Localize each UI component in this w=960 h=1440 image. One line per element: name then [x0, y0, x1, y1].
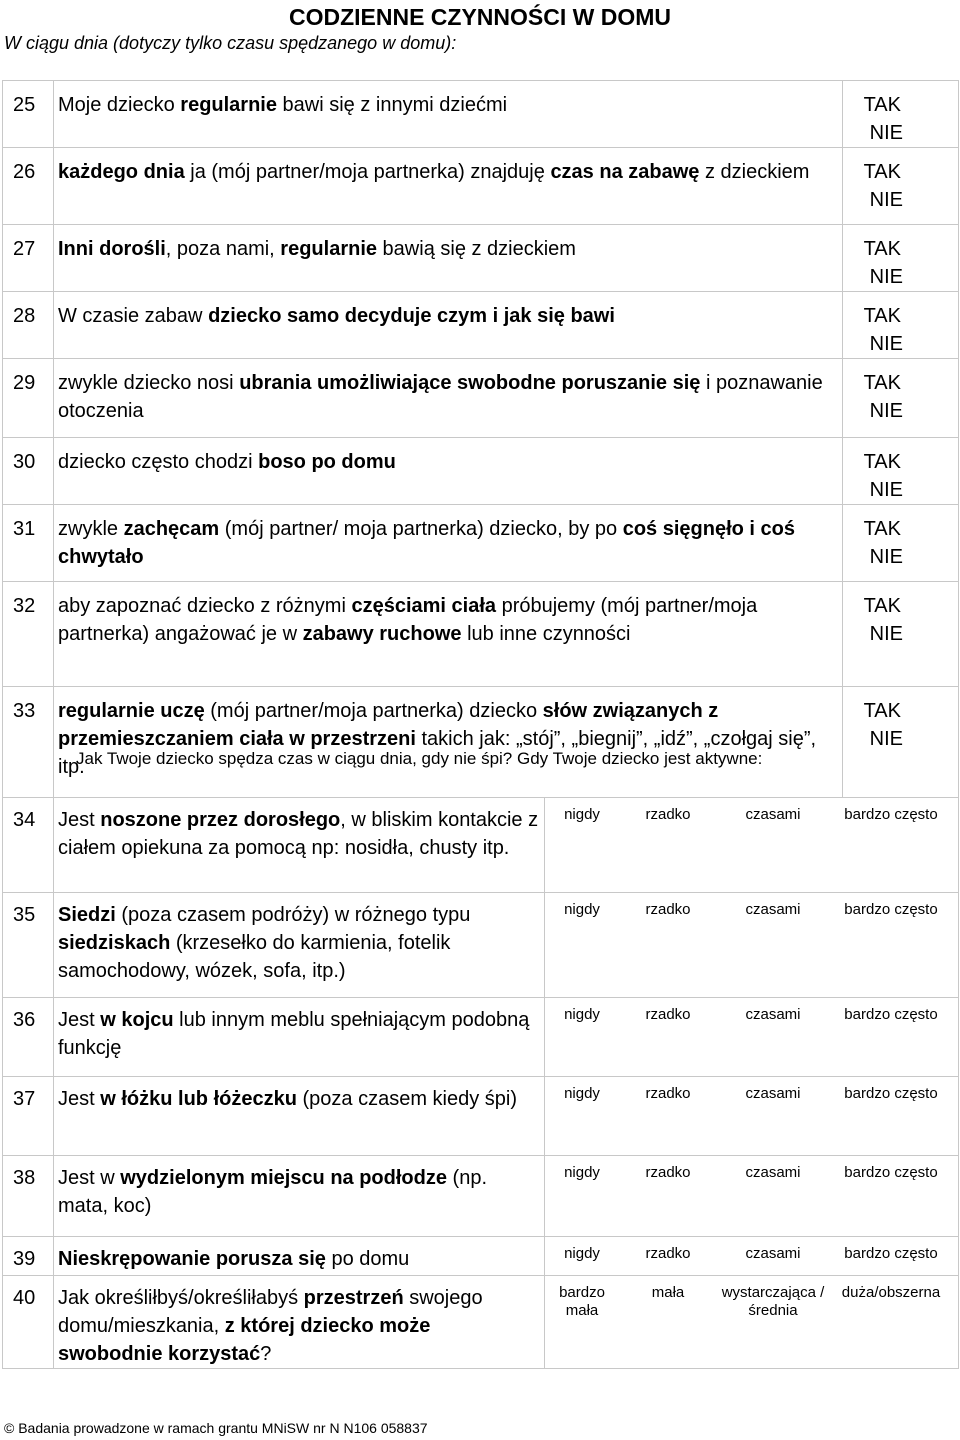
question-text-run: zwykle dziecko nosi	[58, 372, 240, 394]
question-row-25	[3, 81, 959, 148]
emphasized-text: regularnie uczę	[58, 700, 205, 722]
option-small[interactable]: mała	[651, 1284, 685, 1301]
question-text-run: , w bliskim kontakcie z ciałem opiekuna za pomocą np: nosidła, chusty itp.	[58, 809, 539, 859]
frequency-options	[545, 998, 959, 1077]
question-text	[54, 582, 843, 687]
question-text-run: ?	[260, 1343, 272, 1365]
yes-option[interactable]: TAK	[863, 161, 901, 183]
yes-no-options	[843, 359, 959, 438]
question-row-30	[3, 438, 959, 505]
yes-no-options	[843, 438, 959, 505]
no-option[interactable]: NIE	[869, 728, 903, 750]
emphasized-text: regularnie	[280, 238, 377, 260]
yes-no-options	[843, 292, 959, 359]
question-text	[54, 292, 843, 359]
section-intro: Jak Twoje dziecko spędza czas w ciągu dnia, gdy nie śpi? Gdy Twoje dziecko jest aktywne:	[76, 749, 763, 768]
no-option[interactable]: NIE	[869, 333, 903, 355]
option-sometimes[interactable]: czasami	[745, 1164, 801, 1181]
yes-no-options	[843, 582, 959, 687]
question-number: 27	[3, 225, 54, 292]
option-rarely[interactable]: rzadko	[645, 1006, 691, 1023]
question-text-run: (mój partner/ moja partnerka) dziecko, by po	[219, 518, 623, 540]
question-text-run: , poza nami,	[165, 238, 281, 260]
question-row-35	[3, 893, 959, 998]
question-row-28	[3, 292, 959, 359]
question-text	[54, 893, 545, 998]
emphasized-text: z której dziecko może swobodnie korzystać	[58, 1315, 431, 1365]
no-option[interactable]: NIE	[869, 122, 903, 144]
question-text-run: Moje dziecko	[58, 94, 181, 116]
option-very-often[interactable]: bardzo często	[844, 1006, 938, 1023]
question-number: 40	[3, 1276, 54, 1369]
yes-no-options	[843, 81, 959, 148]
frequency-options	[545, 1237, 959, 1276]
question-text-run: Jest	[58, 1009, 101, 1031]
option-large-spacious[interactable]: duża/obszerna	[841, 1284, 941, 1301]
option-very-often[interactable]: bardzo często	[844, 806, 938, 823]
question-text-run: po domu	[325, 1248, 410, 1270]
question-text-run: ja (mój partner/moja partnerka) znajduję	[184, 161, 551, 183]
question-text-run: z dzieckiem	[699, 161, 810, 183]
question-number: 37	[3, 1077, 54, 1156]
frequency-options	[545, 893, 959, 998]
question-row-40	[3, 1276, 959, 1369]
option-never[interactable]: nigdy	[564, 806, 600, 823]
no-option[interactable]: NIE	[869, 623, 903, 645]
emphasized-text: noszone przez dorosłego	[100, 809, 341, 831]
option-very-often[interactable]: bardzo często	[844, 1085, 938, 1102]
emphasized-text: zabawy ruchowe	[302, 623, 462, 645]
question-number: 36	[3, 998, 54, 1077]
question-text-run: Jest	[58, 809, 101, 831]
question-number: 29	[3, 359, 54, 438]
option-never[interactable]: nigdy	[564, 1006, 600, 1023]
option-sometimes[interactable]: czasami	[745, 901, 801, 918]
question-text	[54, 359, 843, 438]
question-row-26	[3, 148, 959, 225]
space-size-options	[545, 1276, 959, 1369]
option-never[interactable]: nigdy	[564, 1245, 600, 1262]
option-sometimes[interactable]: czasami	[745, 1245, 801, 1262]
emphasized-text: wydzielonym miejscu na podłodze	[120, 1167, 447, 1189]
question-text	[54, 798, 545, 893]
emphasized-text: częściami ciała	[351, 595, 497, 617]
question-text-run: takich jak: „stój”, „biegnij”, „idź”, „czołgaj się”, itp.	[58, 728, 817, 778]
question-number: 34	[3, 798, 54, 893]
question-number: 35	[3, 893, 54, 998]
page-title: CODZIENNE CZYNNOŚCI W DOMU	[288, 4, 672, 30]
option-very-often[interactable]: bardzo często	[844, 1164, 938, 1181]
emphasized-text: boso po domu	[258, 451, 396, 473]
frequency-options	[545, 798, 959, 893]
question-text	[54, 1156, 545, 1237]
question-text-run: próbujemy (mój partner/moja partnerka) angażować je w	[58, 595, 758, 645]
question-text-run: (krzesełko do karmienia, fotelik samochodowy, wózek, sofa, itp.)	[58, 932, 451, 982]
question-text-run: Jest w	[58, 1167, 121, 1189]
question-text-run: Jest	[58, 1088, 101, 1110]
emphasized-text: ubrania umożliwiające swobodne poruszanie się	[239, 372, 701, 394]
option-sufficient-medium[interactable]: wystarczająca /średnia	[721, 1284, 825, 1319]
question-number: 33	[3, 687, 54, 798]
question-text	[54, 505, 843, 582]
yes-no-options	[843, 687, 959, 798]
no-option[interactable]: NIE	[869, 266, 903, 288]
question-text-run: swojego domu/mieszkania,	[58, 1287, 483, 1337]
option-rarely[interactable]: rzadko	[645, 806, 691, 823]
option-sometimes[interactable]: czasami	[745, 1006, 801, 1023]
question-row-34	[3, 798, 959, 893]
yes-option[interactable]: TAK	[863, 238, 901, 260]
yes-option[interactable]: TAK	[863, 595, 901, 617]
question-number: 32	[3, 582, 54, 687]
emphasized-text: coś sięgnęło i coś chwytało	[58, 518, 796, 568]
question-text	[54, 1276, 545, 1369]
option-very-often[interactable]: bardzo często	[844, 1245, 938, 1262]
question-number: 39	[3, 1237, 54, 1276]
question-text-run: dziecko często chodzi	[58, 451, 259, 473]
question-text-run: (poza czasem kiedy śpi)	[296, 1088, 518, 1110]
question-text	[54, 1237, 545, 1276]
emphasized-text: każdego dnia	[58, 161, 185, 183]
question-text-run: (poza czasem podróży) w różnego typu	[115, 904, 471, 926]
question-text	[54, 225, 843, 292]
question-text-run: i poznawanie otoczenia	[58, 372, 823, 422]
frequency-options	[545, 1077, 959, 1156]
question-text-run: zwykle	[58, 518, 124, 540]
emphasized-text: Nieskrępowanie porusza się	[58, 1248, 326, 1270]
no-option[interactable]: NIE	[869, 479, 903, 501]
emphasized-text: czas na zabawę	[550, 161, 700, 183]
emphasized-text: regularnie	[180, 94, 277, 116]
yes-no-options	[843, 225, 959, 292]
option-rarely[interactable]: rzadko	[645, 901, 691, 918]
question-text-run: aby zapoznać dziecko z różnymi	[58, 595, 352, 617]
question-text-run: Jak określiłbyś/określiłabyś	[58, 1287, 304, 1309]
question-number: 28	[3, 292, 54, 359]
frequency-options	[545, 1156, 959, 1237]
yes-option[interactable]: TAK	[863, 305, 901, 327]
option-never[interactable]: nigdy	[564, 901, 600, 918]
yes-no-options	[843, 505, 959, 582]
question-text-run: bawią się z dzieckiem	[377, 238, 576, 260]
question-row-37	[3, 1077, 959, 1156]
question-row-32	[3, 582, 959, 687]
emphasized-text: Siedzi	[58, 904, 116, 926]
question-number: 31	[3, 505, 54, 582]
question-number: 30	[3, 438, 54, 505]
question-text-run: lub inne czynności	[461, 623, 631, 645]
question-number: 25	[3, 81, 54, 148]
no-option[interactable]: NIE	[869, 400, 903, 422]
question-text	[54, 148, 843, 225]
question-text	[54, 438, 843, 505]
question-text-run: lub innym meblu spełniającym podobną funkcję	[58, 1009, 530, 1059]
question-text	[54, 687, 843, 798]
question-number: 38	[3, 1156, 54, 1237]
yes-option[interactable]: TAK	[863, 518, 901, 540]
yes-no-options	[843, 148, 959, 225]
question-text	[54, 81, 843, 148]
emphasized-text: słów związanych z przemieszczaniem ciała w przestrzeni	[58, 700, 719, 750]
question-row-29	[3, 359, 959, 438]
question-text-run: (mój partner/moja partnerka) dziecko	[204, 700, 543, 722]
option-sometimes[interactable]: czasami	[745, 806, 801, 823]
yes-option[interactable]: TAK	[863, 700, 901, 722]
question-row-27	[3, 225, 959, 292]
question-text-run: W czasie zabaw	[58, 305, 209, 327]
question-row-39	[3, 1237, 959, 1276]
activity-frequency-table	[2, 797, 959, 1369]
question-number: 26	[3, 148, 54, 225]
emphasized-text: w kojcu	[100, 1009, 174, 1031]
emphasized-text: siedziskach	[58, 932, 171, 954]
question-row-38	[3, 1156, 959, 1237]
option-very-often[interactable]: bardzo często	[844, 901, 938, 918]
question-text-run: (np. mata, koc)	[58, 1167, 488, 1217]
emphasized-text: Inni dorośli	[58, 238, 166, 260]
question-text	[54, 1077, 545, 1156]
question-text-run: bawi się z innymi dziećmi	[276, 94, 508, 116]
yes-option[interactable]: TAK	[863, 372, 901, 394]
option-rarely[interactable]: rzadko	[645, 1164, 691, 1181]
emphasized-text: w łóżku lub łóżeczku	[100, 1088, 297, 1110]
question-row-31	[3, 505, 959, 582]
yes-option[interactable]: TAK	[863, 451, 901, 473]
option-rarely[interactable]: rzadko	[645, 1245, 691, 1262]
option-never[interactable]: nigdy	[564, 1085, 600, 1102]
no-option[interactable]: NIE	[869, 189, 903, 211]
question-text	[54, 998, 545, 1077]
option-rarely[interactable]: rzadko	[645, 1085, 691, 1102]
emphasized-text: dziecko samo decyduje czym i jak się bawi	[208, 305, 615, 327]
emphasized-text: zachęcam	[123, 518, 220, 540]
emphasized-text: przestrzeń	[303, 1287, 404, 1309]
yes-option[interactable]: TAK	[863, 94, 901, 116]
daily-activities-table	[2, 80, 959, 798]
option-very-small[interactable]: bardzo mała	[559, 1284, 605, 1319]
question-row-36	[3, 998, 959, 1077]
grant-footer: © Badania prowadzone w ramach grantu MNiSW nr N N106 058837	[4, 1420, 428, 1436]
page-subtitle: W ciągu dnia (dotyczy tylko czasu spędzanego w domu):	[4, 33, 457, 53]
no-option[interactable]: NIE	[869, 546, 903, 568]
option-never[interactable]: nigdy	[564, 1164, 600, 1181]
option-sometimes[interactable]: czasami	[745, 1085, 801, 1102]
question-row-33	[3, 687, 959, 798]
